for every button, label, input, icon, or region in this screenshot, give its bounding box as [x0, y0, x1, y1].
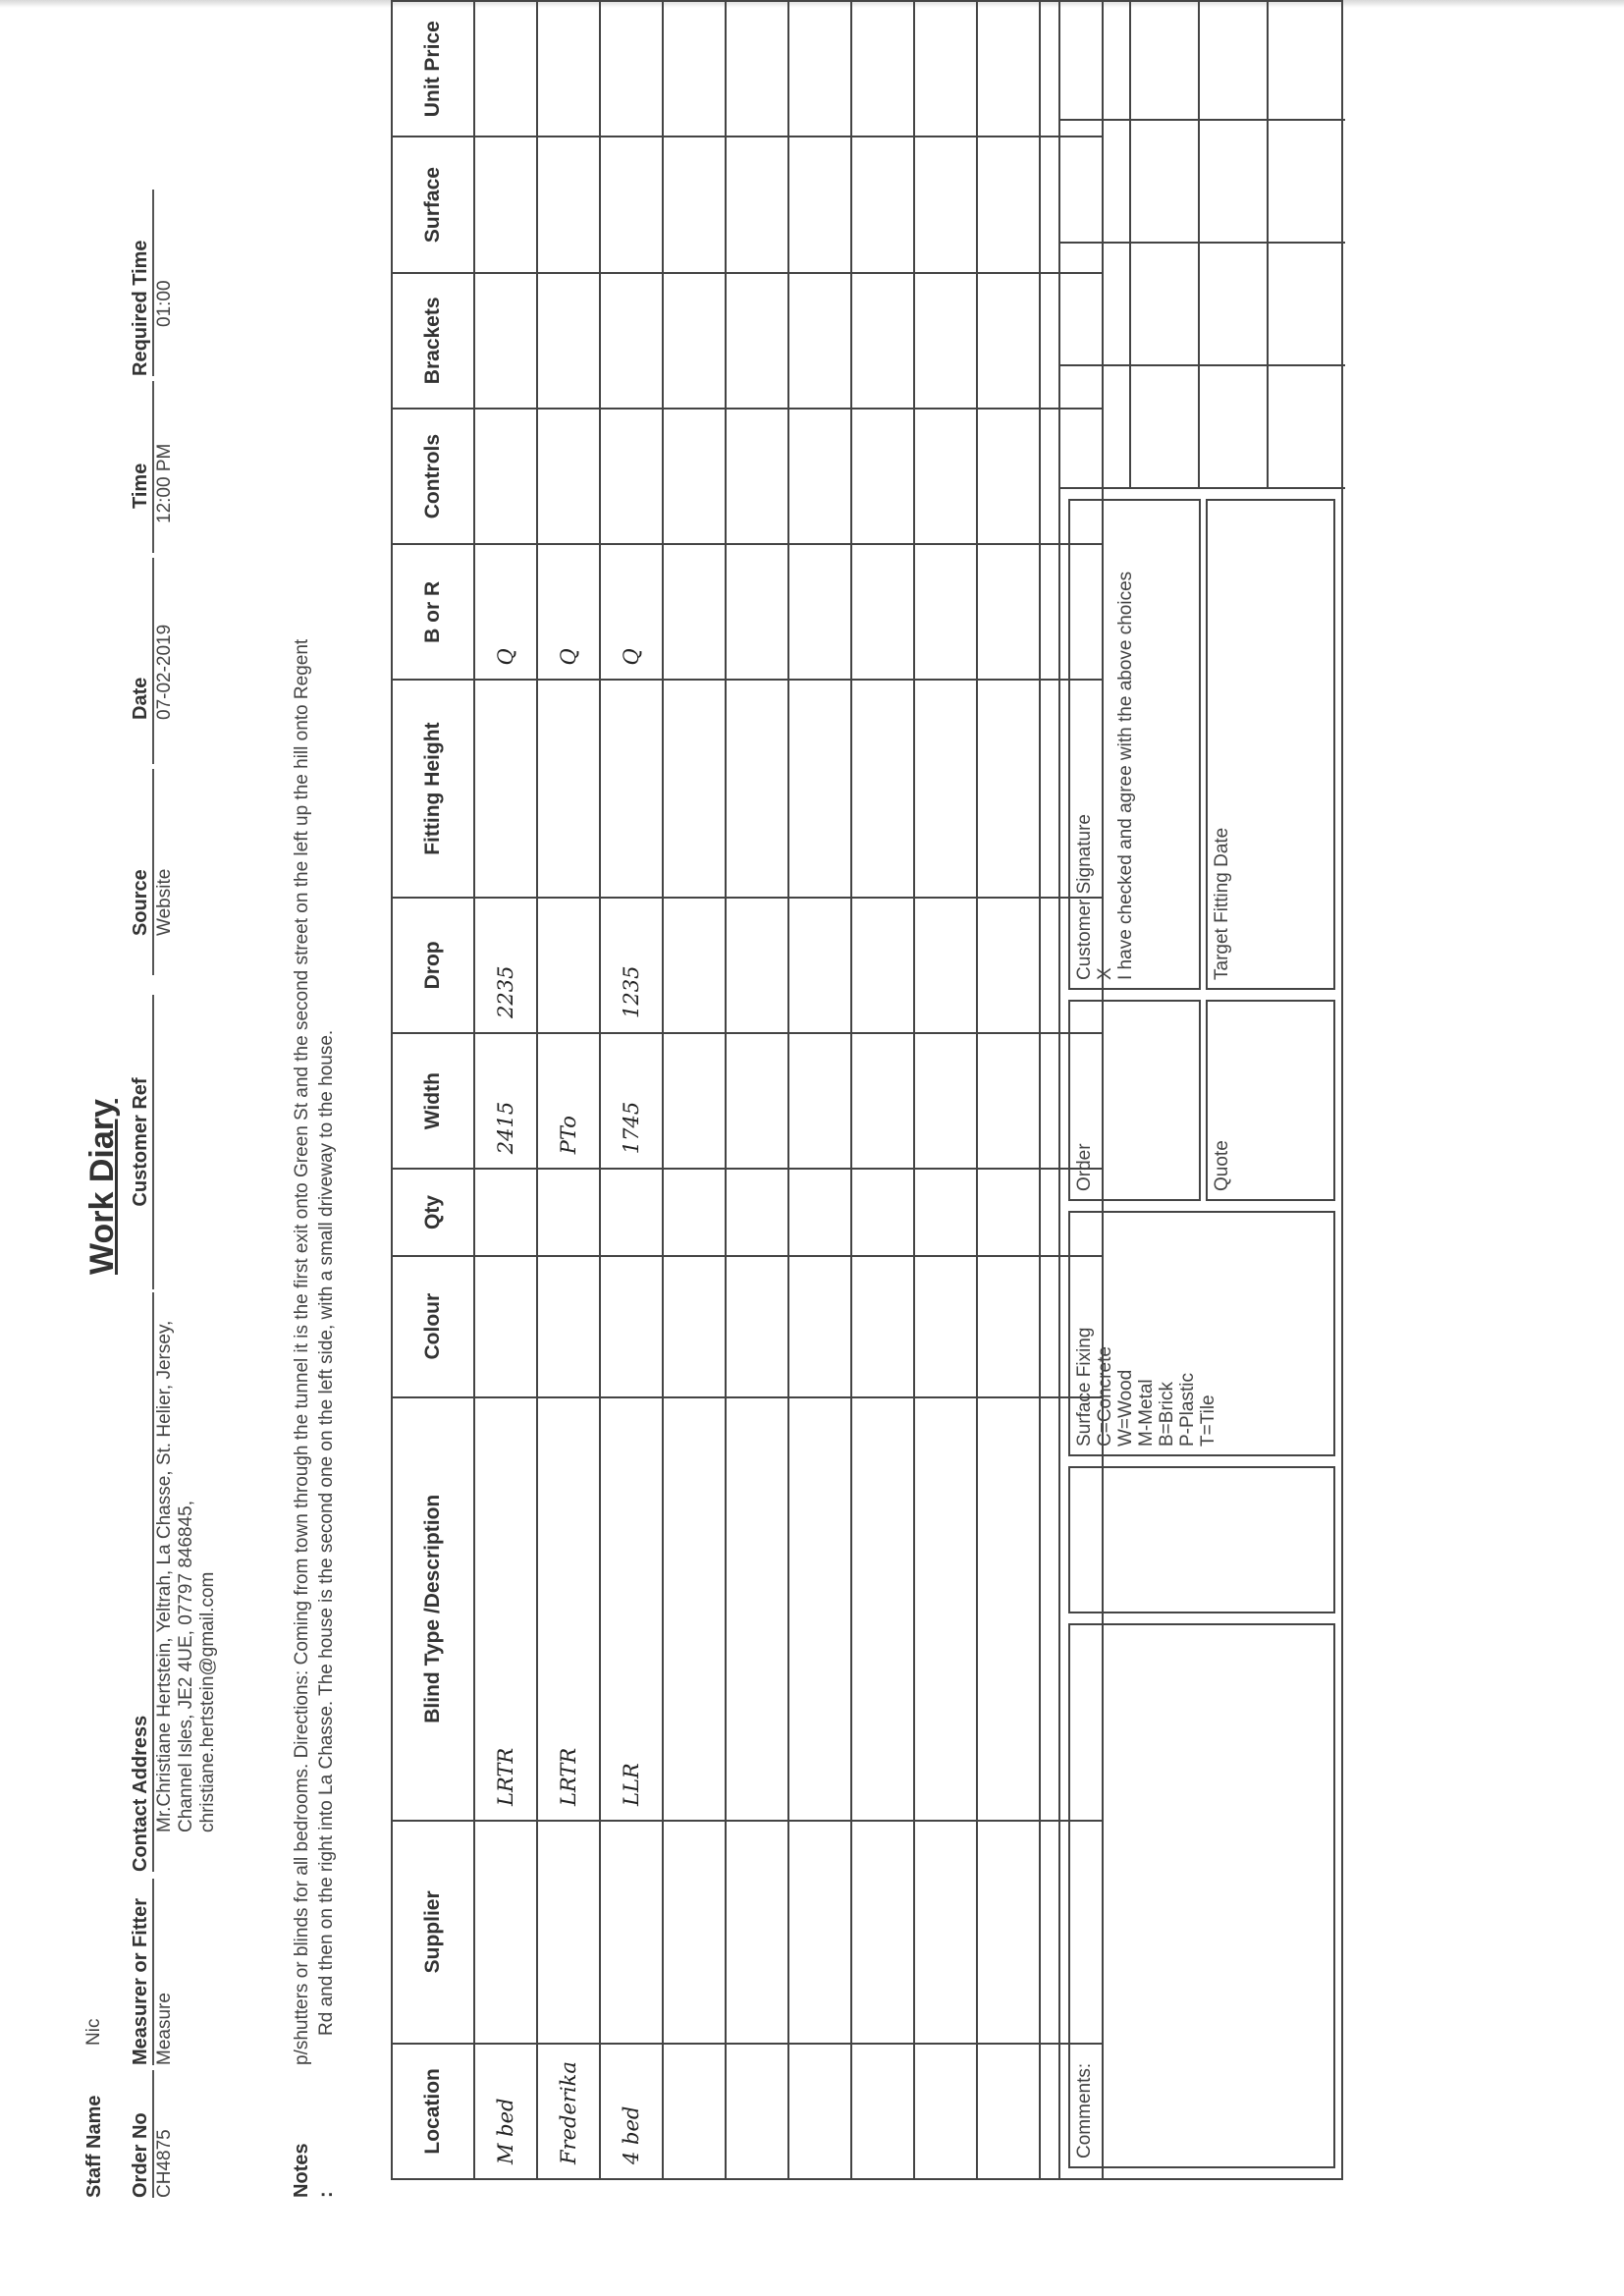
- cell-blind-type[interactable]: [663, 1397, 726, 1821]
- notes-line: p/shutters or blinds for all bedrooms. Directions: Coming from town through the tunnel it is the first exit onto Green St and the second street on the left up the hill onto Regent: [292, 638, 312, 2065]
- cell-blind-type[interactable]: [788, 1397, 851, 1821]
- quote-box[interactable]: [1206, 1000, 1335, 1201]
- order-no-field: [130, 2070, 176, 2198]
- cell-colour[interactable]: [663, 1256, 726, 1397]
- table-row: [977, 1, 1040, 2179]
- source-value: Website: [154, 868, 175, 936]
- cell-brackets[interactable]: [600, 273, 663, 409]
- cell-surface[interactable]: [663, 137, 726, 272]
- cell-controls[interactable]: [788, 409, 851, 544]
- column-header-controls: Controls: [392, 409, 474, 544]
- target-fitting-date-box[interactable]: [1206, 499, 1335, 990]
- measurer-label: Measurer or Fitter: [130, 1879, 154, 2065]
- column-header-fitting-height: Fitting Height: [392, 681, 474, 898]
- cell-unit-price[interactable]: [537, 1, 600, 137]
- staff-name-value: Nic: [83, 2018, 104, 2046]
- cell-colour[interactable]: [726, 1256, 788, 1397]
- customer-signature-box[interactable]: [1068, 499, 1201, 990]
- cell-supplier[interactable]: [788, 1821, 851, 2044]
- table-row: [474, 1, 537, 2179]
- comments-box[interactable]: [1068, 1623, 1335, 2168]
- cell-fitting-height[interactable]: [537, 681, 600, 898]
- cell-location[interactable]: [663, 2044, 726, 2179]
- table-row: [600, 1, 663, 2179]
- contact-address-label: Contact Address: [130, 1292, 154, 1872]
- column-header-blind-type: Blind Type /Description: [392, 1397, 474, 1821]
- target-fitting-date-label: Target Fitting Date: [1212, 827, 1232, 980]
- document-title: Work Diary: [83, 1099, 121, 1275]
- cell-controls[interactable]: [726, 409, 788, 544]
- cell-brackets[interactable]: [788, 273, 851, 409]
- cell-surface[interactable]: [788, 137, 851, 272]
- cell-brackets[interactable]: [914, 273, 977, 409]
- cell-unit-price[interactable]: [600, 1, 663, 137]
- cell-b-or-r[interactable]: Q: [474, 544, 537, 680]
- cell-qty[interactable]: [851, 1169, 914, 1255]
- cell-blind-type[interactable]: LRTR: [537, 1397, 600, 1821]
- cell-supplier[interactable]: [851, 1821, 914, 2044]
- cell-qty[interactable]: [788, 1169, 851, 1255]
- cell-drop[interactable]: 1235: [600, 898, 663, 1033]
- staff-name-label: Staff Name: [83, 2095, 105, 2198]
- cell-width[interactable]: PTo: [537, 1033, 600, 1169]
- cell-b-or-r[interactable]: Q: [600, 544, 663, 680]
- cell-width[interactable]: [914, 1033, 977, 1169]
- table-row: [537, 1, 600, 2179]
- contact-address-line: Channel Isles, JE2 4UE, 07797 846845,: [176, 1500, 196, 1832]
- cell-fitting-height[interactable]: [726, 681, 788, 898]
- cell-controls[interactable]: [663, 409, 726, 544]
- cell-qty[interactable]: [663, 1169, 726, 1255]
- column-header-b-or-r: B or R: [392, 544, 474, 680]
- time-value: 12:00 PM: [154, 443, 175, 523]
- contact-address-line: Mr.Christiane Hertstein, Yeltrah, La Chasse, St. Helier, Jersey,: [154, 1320, 175, 1832]
- cell-blind-type[interactable]: [977, 1397, 1040, 1821]
- cell-width[interactable]: 2415: [474, 1033, 537, 1169]
- cell-brackets[interactable]: [537, 273, 600, 409]
- cell-surface[interactable]: [726, 137, 788, 272]
- table-row: [851, 1, 914, 2179]
- cell-width[interactable]: [977, 1033, 1040, 1169]
- footer-divider: [1198, 0, 1200, 489]
- cell-brackets[interactable]: [474, 273, 537, 409]
- cell-colour[interactable]: [600, 1256, 663, 1397]
- cell-location[interactable]: [851, 2044, 914, 2179]
- cell-supplier[interactable]: [600, 1821, 663, 2044]
- order-label: Order: [1074, 1143, 1095, 1191]
- order-box[interactable]: [1068, 1000, 1201, 1201]
- customer-ref-label: Customer Ref: [130, 995, 154, 1289]
- cell-b-or-r[interactable]: Q: [537, 544, 600, 680]
- cell-colour[interactable]: [537, 1256, 600, 1397]
- cell-b-or-r[interactable]: [851, 544, 914, 680]
- cell-brackets[interactable]: [726, 273, 788, 409]
- cell-supplier[interactable]: [537, 1821, 600, 2044]
- cell-blind-type[interactable]: LLR: [600, 1397, 663, 1821]
- cell-colour[interactable]: [474, 1256, 537, 1397]
- cell-surface[interactable]: [977, 137, 1040, 272]
- date-value: 07-02-2019: [154, 624, 175, 720]
- cell-drop[interactable]: [537, 898, 600, 1033]
- cell-qty[interactable]: [600, 1169, 663, 1255]
- notes-label: Notes :: [291, 2143, 337, 2198]
- cell-width[interactable]: 1745: [600, 1033, 663, 1169]
- footer-divider: [1060, 119, 1345, 121]
- footer-divider: [1129, 0, 1131, 489]
- time-field: [130, 381, 176, 553]
- table-row: [788, 1, 851, 2179]
- cell-width[interactable]: [663, 1033, 726, 1169]
- footer-divider: [1060, 364, 1345, 366]
- blank-box: [1068, 1466, 1335, 1613]
- cell-surface[interactable]: [914, 137, 977, 272]
- cell-colour[interactable]: [977, 1256, 1040, 1397]
- agreement-text: I have checked and agree with the above choices: [1115, 571, 1136, 980]
- cell-b-or-r[interactable]: [788, 544, 851, 680]
- cell-qty[interactable]: [474, 1169, 537, 1255]
- cell-location[interactable]: Frederika: [537, 2044, 600, 2179]
- cell-width[interactable]: [788, 1033, 851, 1169]
- cell-fitting-height[interactable]: [914, 681, 977, 898]
- column-header-supplier: Supplier: [392, 1821, 474, 2044]
- cell-location[interactable]: [977, 2044, 1040, 2179]
- contact-address-line: christiane.hertstein@gmail.com: [197, 1571, 218, 1832]
- cell-location[interactable]: 4 bed: [600, 2044, 663, 2179]
- quote-label: Quote: [1212, 1140, 1232, 1191]
- cell-qty[interactable]: [914, 1169, 977, 1255]
- cell-unit-price[interactable]: [788, 1, 851, 137]
- surface-fixing-item: B=Brick: [1157, 1382, 1177, 1447]
- cell-location[interactable]: [788, 2044, 851, 2179]
- cell-surface[interactable]: [537, 137, 600, 272]
- notes-line: Rd and then on the right into La Chasse. The house is the second one on the left side, with a small driveway to the house.: [316, 1029, 337, 2036]
- cell-brackets[interactable]: [851, 273, 914, 409]
- cell-b-or-r[interactable]: [726, 544, 788, 680]
- footer-divider: [1267, 0, 1269, 489]
- cell-location[interactable]: [726, 2044, 788, 2179]
- cell-drop[interactable]: 2235: [474, 898, 537, 1033]
- table-header-row: [392, 1, 474, 2179]
- cell-surface[interactable]: [851, 137, 914, 272]
- order-no-label: Order No: [130, 2070, 154, 2198]
- cell-controls[interactable]: [600, 409, 663, 544]
- cell-fitting-height[interactable]: [851, 681, 914, 898]
- column-header-drop: Drop: [392, 898, 474, 1033]
- cell-drop[interactable]: [663, 898, 726, 1033]
- cell-brackets[interactable]: [977, 273, 1040, 409]
- date-label: Date: [130, 558, 154, 764]
- items-table: [391, 0, 1104, 2180]
- surface-fixing-item: W=Wood: [1115, 1369, 1136, 1447]
- cell-controls[interactable]: [977, 409, 1040, 544]
- cell-fitting-height[interactable]: [977, 681, 1040, 898]
- column-header-brackets: Brackets: [392, 273, 474, 409]
- surface-fixing-item: T=Tile: [1198, 1394, 1218, 1447]
- column-header-colour: Colour: [392, 1256, 474, 1397]
- date-field: [130, 558, 176, 764]
- cell-controls[interactable]: [914, 409, 977, 544]
- column-header-qty: Qty: [392, 1169, 474, 1255]
- footer-divider: [1060, 242, 1345, 244]
- cell-b-or-r[interactable]: [914, 544, 977, 680]
- cell-blind-type[interactable]: [726, 1397, 788, 1821]
- cell-unit-price[interactable]: [914, 1, 977, 137]
- column-header-surface: Surface: [392, 137, 474, 272]
- cell-fitting-height[interactable]: [600, 681, 663, 898]
- measurer-value: Measure: [154, 1993, 175, 2065]
- cell-unit-price[interactable]: [474, 1, 537, 137]
- signature-mark: X: [1095, 967, 1115, 980]
- column-header-width: Width: [392, 1033, 474, 1169]
- cell-fitting-height[interactable]: [663, 681, 726, 898]
- cell-drop[interactable]: [851, 898, 914, 1033]
- source-field: [130, 769, 176, 975]
- table-row: [726, 1, 788, 2179]
- source-label: Source: [130, 769, 154, 975]
- cell-unit-price[interactable]: [726, 1, 788, 137]
- cell-colour[interactable]: [851, 1256, 914, 1397]
- cell-supplier[interactable]: [663, 1821, 726, 2044]
- surface-fixing-title: Surface Fixing: [1074, 1327, 1095, 1447]
- comments-label: Comments:: [1074, 2062, 1095, 2159]
- column-header-unit-price: Unit Price: [392, 1, 474, 137]
- required-time-label: Required Time: [130, 190, 154, 376]
- cell-location[interactable]: M bed: [474, 2044, 537, 2179]
- cell-qty[interactable]: [537, 1169, 600, 1255]
- time-label: Time: [130, 381, 154, 553]
- required-time-value: 01:00: [154, 280, 175, 327]
- cell-drop[interactable]: [788, 898, 851, 1033]
- surface-fixing-item: M-Metal: [1136, 1379, 1157, 1447]
- column-header-location: Location: [392, 2044, 474, 2179]
- cell-colour[interactable]: [914, 1256, 977, 1397]
- surface-fixing-item: P-Plastic: [1177, 1373, 1198, 1447]
- cell-location[interactable]: [914, 2044, 977, 2179]
- table-row: [914, 1, 977, 2179]
- cell-supplier[interactable]: [914, 1821, 977, 2044]
- cell-supplier[interactable]: [726, 1821, 788, 2044]
- cell-qty[interactable]: [977, 1169, 1040, 1255]
- cell-controls[interactable]: [474, 409, 537, 544]
- customer-ref-field: [130, 995, 154, 1289]
- cell-qty[interactable]: [726, 1169, 788, 1255]
- cell-blind-type[interactable]: LRTR: [474, 1397, 537, 1821]
- surface-fixing-box: [1068, 1211, 1335, 1456]
- footer-section: [1058, 0, 1343, 2180]
- cell-drop[interactable]: [977, 898, 1040, 1033]
- cell-b-or-r[interactable]: [977, 544, 1040, 680]
- contact-address-field: [130, 1292, 219, 1872]
- customer-signature-label: Customer Signature: [1074, 814, 1095, 980]
- cell-supplier[interactable]: [474, 1821, 537, 2044]
- cell-fitting-height[interactable]: [474, 681, 537, 898]
- cell-controls[interactable]: [851, 409, 914, 544]
- cell-fitting-height[interactable]: [788, 681, 851, 898]
- cell-drop[interactable]: [914, 898, 977, 1033]
- surface-fixing-item: C=Concrete: [1095, 1346, 1115, 1447]
- table-row: [663, 1, 726, 2179]
- cell-drop[interactable]: [726, 898, 788, 1033]
- order-no-value: CH4875: [154, 2129, 175, 2198]
- cell-unit-price[interactable]: [977, 1, 1040, 137]
- cell-unit-price[interactable]: [851, 1, 914, 137]
- cell-surface[interactable]: [474, 137, 537, 272]
- required-time-field: [130, 190, 176, 376]
- measurer-field: [130, 1879, 176, 2065]
- cell-supplier[interactable]: [977, 1821, 1040, 2044]
- cell-brackets[interactable]: [663, 273, 726, 409]
- cell-controls[interactable]: [537, 409, 600, 544]
- cell-blind-type[interactable]: [851, 1397, 914, 1821]
- cell-width[interactable]: [726, 1033, 788, 1169]
- cell-blind-type[interactable]: [914, 1397, 977, 1821]
- cell-unit-price[interactable]: [663, 1, 726, 137]
- cell-b-or-r[interactable]: [663, 544, 726, 680]
- cell-width[interactable]: [851, 1033, 914, 1169]
- footer-divider: [1060, 487, 1345, 489]
- cell-surface[interactable]: [600, 137, 663, 272]
- cell-colour[interactable]: [788, 1256, 851, 1397]
